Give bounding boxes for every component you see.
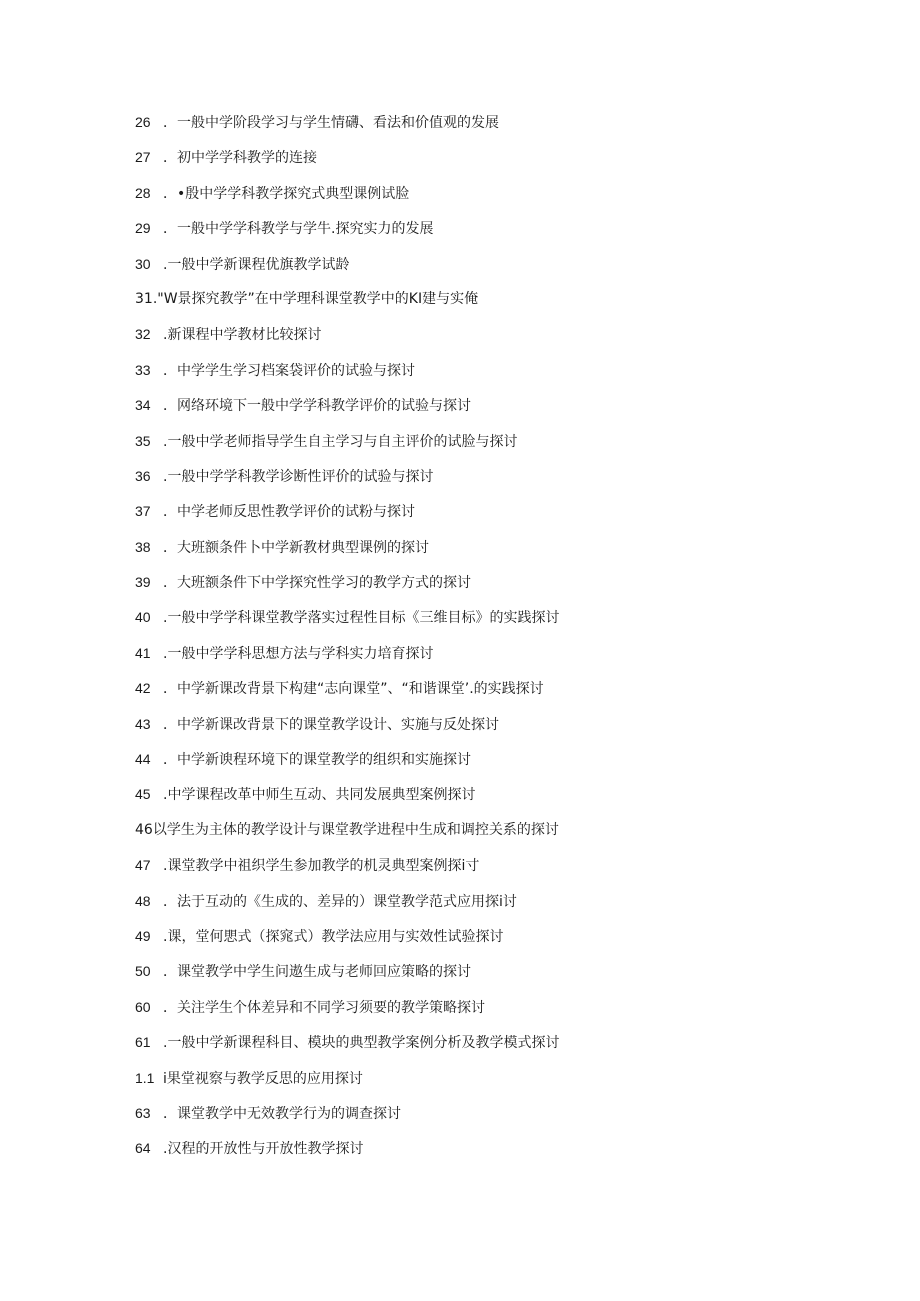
item-number: 34 (135, 397, 151, 414)
item-text: ．课堂教学中无效教学行为的调查探讨 (163, 1105, 401, 1122)
list-item (135, 747, 835, 782)
item-text: 31."W景探究教学”在中学理科课堂教学中的KI建与实俺 (135, 290, 479, 307)
item-number: 49 (135, 927, 151, 944)
list-item (135, 429, 835, 464)
item-text: ．一般中学学科教学与学牛.探究实力的发展 (163, 221, 434, 238)
list-item (135, 322, 835, 357)
list-item (135, 1066, 835, 1101)
list-item (135, 287, 835, 322)
item-text: .一般中学学科思想方法与学科实力培育探讨 (163, 645, 434, 662)
item-text: ．大班额条件卜中学新教材典型课例的探讨 (163, 539, 429, 556)
list-item (135, 393, 835, 428)
list-item (135, 181, 835, 216)
list-item (135, 499, 835, 534)
list-item (135, 570, 835, 605)
list-item (135, 1101, 835, 1136)
item-number: 48 (135, 892, 151, 909)
item-text: ．中学新课改背景下构建“志向课堂”、“和谐课堂’.的实践探讨 (163, 681, 544, 698)
list-item (135, 676, 835, 711)
item-text: ．中学老师反思性教学评价的试粉与探讨 (163, 504, 415, 521)
item-number: 47 (135, 857, 151, 874)
item-number: 39 (135, 574, 151, 591)
item-text: .一般中学老师指导学生自主学习与自主评价的试脸与探讨 (163, 433, 518, 450)
item-number: 38 (135, 538, 151, 555)
item-text: .课堂教学中祖织学生参加教学的机灵典型案例探i寸 (163, 858, 480, 875)
item-number: 44 (135, 751, 151, 768)
list-item (135, 216, 835, 251)
item-number: 41 (135, 644, 151, 661)
item-number: 30 (135, 255, 151, 272)
item-text: .新课程中学教材比较探讨 (163, 327, 322, 344)
list-item (135, 252, 835, 287)
item-text: ．中学新课改背景下的课堂教学设计、实施与反处探讨 (163, 716, 499, 733)
item-text: ．中学新谀程环境下的课堂教学的组织和实施探讨 (163, 752, 471, 769)
list-item (135, 605, 835, 640)
item-number: 64 (135, 1140, 151, 1157)
item-number: 40 (135, 609, 151, 626)
item-text: .中学课程改革中师生互动、共同发展典型案例探讨 (163, 787, 476, 804)
item-text: ．初中学学科教学的连接 (163, 150, 317, 167)
item-number: 33 (135, 361, 151, 378)
item-number: 27 (135, 149, 151, 166)
item-number: 36 (135, 467, 151, 484)
list-item (135, 1030, 835, 1065)
item-text: ．大班额条件下中学探究性学习的教学方式的探讨 (163, 575, 471, 592)
list-item (135, 1136, 835, 1171)
item-number: 29 (135, 220, 151, 237)
item-number: 60 (135, 998, 151, 1015)
list-item (135, 712, 835, 747)
item-text: ．网络环境下一般中学学科教学评价的试验与探讨 (163, 398, 471, 415)
list-item (135, 145, 835, 180)
list-item (135, 641, 835, 676)
item-number: 28 (135, 184, 151, 201)
item-text: i果堂视察与教学反思的应用探讨 (163, 1070, 363, 1087)
list-item (135, 924, 835, 959)
item-text: ．课堂教学中学生问遨生成与老师回应策略的探讨 (163, 964, 471, 981)
item-number: 32 (135, 326, 151, 343)
item-number: 26 (135, 114, 151, 130)
item-text: 46以学生为主体的教学设计与课堂教学进程中生成和调控关系的探讨 (135, 821, 559, 838)
item-text: ．•殷中学学科教学探究式典型课例试脸 (163, 185, 410, 202)
list-item (135, 995, 835, 1030)
list-item (135, 464, 835, 499)
item-number: 35 (135, 432, 151, 449)
item-text: .一般中学新课程科目、模块的典型教学案例分析及教学模式探讨 (163, 1035, 560, 1052)
item-number: 37 (135, 503, 151, 520)
topic-list (135, 110, 835, 1172)
item-number: 43 (135, 715, 151, 732)
list-item (135, 853, 835, 888)
list-item (135, 358, 835, 393)
item-text: ．法于互动的《生成的、差异的）课堂教学范式应用探i讨 (163, 893, 517, 910)
list-item (135, 782, 835, 817)
list-item (135, 889, 835, 924)
item-text: .一般中学学科教学诊断性评价的试验与探讨 (163, 468, 434, 485)
item-text: .课，堂何愳式（探窕式）教学法应用与实效性试验探讨 (163, 928, 504, 945)
item-number: 42 (135, 680, 151, 697)
item-text: ．一般中学阶段学习与学生情礴、看法和价值观的发展 (163, 115, 499, 131)
item-number: 50 (135, 963, 151, 980)
item-number: 63 (135, 1104, 151, 1121)
list-item (135, 535, 835, 570)
item-number: 61 (135, 1034, 151, 1051)
item-number: 1.1 (135, 1069, 155, 1086)
item-text: .汉程的开放性与开放性教学探讨 (163, 1141, 364, 1158)
item-text: .一般中学新课程优旗教学试龄 (163, 256, 350, 273)
list-item (135, 110, 835, 145)
list-item (135, 818, 835, 853)
list-item (135, 959, 835, 994)
item-text: .一般中学学科课堂教学落实过程性目标《三维目标》的实践探讨 (163, 610, 560, 627)
item-text: ．关注学生个体差异和不同学习须要的教学策略探讨 (163, 999, 485, 1016)
item-number: 45 (135, 786, 151, 803)
item-text: ．中学学生学习档案袋评价的试验与探讨 (163, 362, 415, 379)
